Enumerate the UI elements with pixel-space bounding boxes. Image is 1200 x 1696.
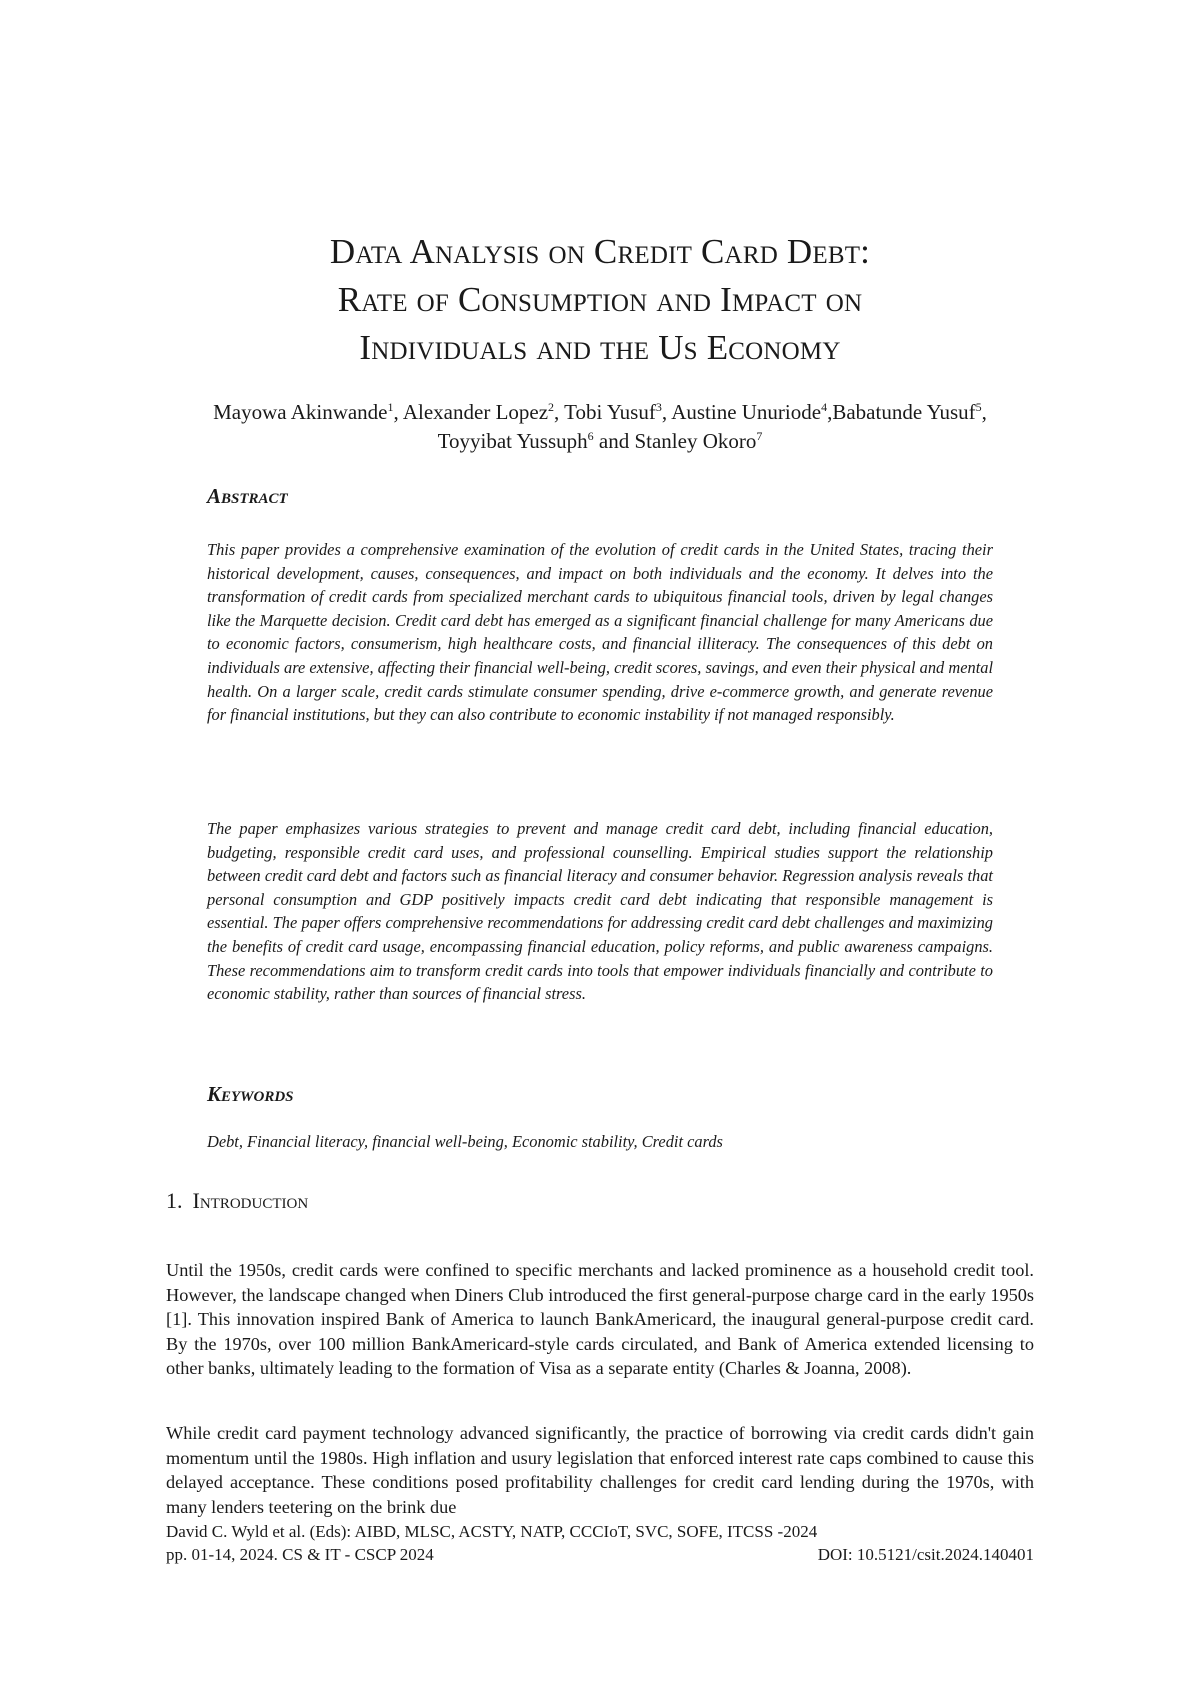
author-name: Austine Unuriode bbox=[671, 400, 822, 424]
author-name: Stanley Okoro bbox=[634, 429, 757, 453]
title-line-1: Data Analysis on Credit Card Debt: bbox=[329, 232, 871, 271]
paper-title bbox=[160, 228, 1040, 372]
author-affiliation: 5 bbox=[975, 400, 982, 414]
author-name: Toyyibat Yussuph bbox=[437, 429, 588, 453]
body-paragraph: While credit card payment technology advanced significantly, the practice of borrowing via credit cards didn't gain momentum until the 1980s. High inflation and usury legislation that enforced interest rate caps combined to cause this delayed acceptance. These conditions posed profitability challenges for credit card lending during the 1970s, with many lenders teetering on the brink due bbox=[166, 1423, 1034, 1517]
author-name: Mayowa Akinwande bbox=[213, 400, 388, 424]
footer-pages: pp. 01-14, 2024. CS & IT - CSCP 2024 bbox=[166, 1545, 434, 1564]
author-name: Babatunde Yusuf bbox=[832, 400, 976, 424]
keywords-heading: Keywords bbox=[207, 1082, 294, 1106]
author-affiliation: 3 bbox=[655, 400, 662, 414]
author-affiliation: 7 bbox=[756, 429, 763, 443]
keywords-list: Debt, Financial literacy, financial well-being, Economic stability, Credit cards bbox=[207, 1132, 723, 1151]
body-paragraph: Until the 1950s, credit cards were confined to specific merchants and lacked prominence as a household credit tool. However, the landscape changed when Diners Club introduced the first general-purpose charge card in the early 1950s [1]. This innovation inspired Bank of America to launch BankAmericard, the inaugural general-purpose credit card. By the 1970s, over 100 million BankAmericard-style cards circulated, and Bank of America extended licensing to other banks, ultimately leading to the formation of Visa as a separate entity (Charles & Joanna, 2008). bbox=[166, 1260, 1034, 1379]
title-line-2: Rate of Consumption and Impact on bbox=[337, 280, 863, 319]
abstract-paragraph: This paper provides a comprehensive examination of the evolution of credit cards in the United States, tracing their historical development, causes, consequences, and impact on both individuals and the economy. It delves into the transformation of credit cards from specialized merchant cards to ubiquitous financial tools, driven by legal changes like the Marquette decision. Credit card debt has emerged as a significant financial challenge for many Americans due to economic factors, consumerism, high healthcare costs, and financial illiteracy. The consequences of this debt on individuals are extensive, affecting their financial well-being, credit scores, savings, and even their physical and mental health. On a larger scale, credit cards stimulate consumer spending, drive e-commerce growth, and generate revenue for financial institutions, but they can also contribute to economic instability if not managed responsibly. bbox=[207, 540, 993, 725]
footer-doi: DOI: 10.5121/csit.2024.140401 bbox=[817, 1545, 1034, 1564]
abstract-paragraph: The paper emphasizes various strategies to prevent and manage credit card debt, including financial education, budgeting, responsible credit card uses, and professional counselling. Empirical studies support the relationship between credit card debt and factors such as financial literacy and consumer behavior. Regression analysis reveals that personal consumption and GDP positively impacts credit card debt indicating that responsible management is essential. The paper offers comprehensive recommendations for addressing credit card debt challenges and maximizing the benefits of credit card usage, encompassing financial education, policy reforms, and public awareness campaigns. These recommendations aim to transform credit cards into tools that empower individuals financially and contribute to economic stability, rather than sources of financial stress. bbox=[207, 819, 993, 1004]
author-name: Alexander Lopez bbox=[402, 400, 549, 424]
section-title: Introduction bbox=[192, 1188, 309, 1213]
page-footer bbox=[166, 1520, 1034, 1566]
author-list: Mayowa Akinwande$^1$, Alexander Lopez$^2$, Tobi Yusuf$^3$, Austine Unuriode$^4$,Babatunde Yusuf$^5$, Toyyibat Yussuph$^6$ and Stanley Okoro$^7$ bbox=[213, 400, 987, 453]
author-affiliation: 2 bbox=[548, 400, 555, 414]
author-name: Tobi Yusuf bbox=[564, 400, 656, 424]
title-line-3: Individuals and the Us Economy bbox=[359, 328, 841, 367]
author-affiliation: 6 bbox=[587, 429, 594, 443]
author-affiliation: 4 bbox=[821, 400, 828, 414]
abstract-heading: Abstract bbox=[207, 484, 288, 508]
section-heading-introduction bbox=[166, 1188, 308, 1214]
footer-proceedings: David C. Wyld et al. (Eds): AIBD, MLSC, ACSTY, NATP, CCCIoT, SVC, SOFE, ITCSS -2024 bbox=[166, 1522, 818, 1541]
author-affiliation: 1 bbox=[387, 400, 394, 414]
section-number: 1. bbox=[166, 1188, 183, 1213]
